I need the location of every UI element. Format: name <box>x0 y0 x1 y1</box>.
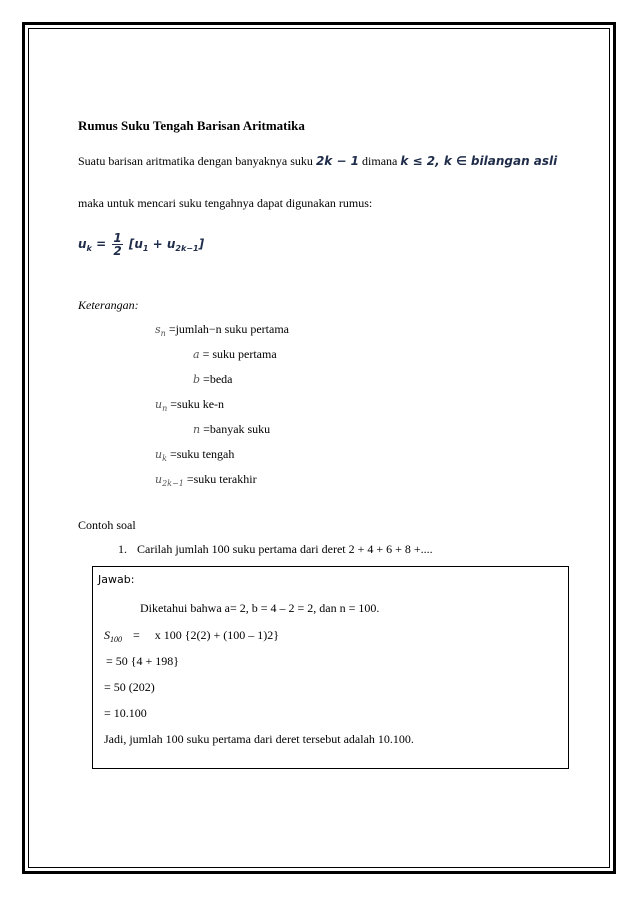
contoh-question: Carilah jumlah 100 suku pertama dari deret 2 + 4 + 6 + 8 +.... <box>137 542 433 556</box>
jawab-s-sub: 100 <box>110 635 122 644</box>
symbol-a: a <box>193 348 200 361</box>
symbol-u: u <box>155 473 163 486</box>
jawab-line-6: Jadi, jumlah 100 suku pertama dari deret tersebut adalah 10.100. <box>104 732 414 746</box>
jawab-line-2 <box>104 628 279 644</box>
formula-fraction <box>112 232 122 257</box>
keterangan-item-un <box>155 397 224 413</box>
intro-text-2: dimana <box>362 154 398 168</box>
jawab-line-1: Diketahui bahwa a= 2, b = 4 – 2 = 2, dan n = 100. <box>140 601 380 615</box>
formula-u2-sub: 2k−1 <box>175 244 199 253</box>
intro-math-condition: k ≤ 2, k ∈ bilangan asli <box>400 154 558 168</box>
jawab-s: S <box>104 628 110 642</box>
formula-equals: = <box>96 237 107 251</box>
formula-lhs: u <box>78 237 87 251</box>
symbol-u-sub: n <box>162 404 168 413</box>
keterangan-text: =suku terakhir <box>186 472 257 486</box>
formula-lhs-sub: k <box>86 244 92 253</box>
keterangan-heading: Keterangan: <box>78 298 139 312</box>
keterangan-item-b <box>193 372 232 387</box>
symbol-u: u <box>155 448 163 461</box>
intro-line-2: maka untuk mencari suku tengahnya dapat digunakan rumus: <box>78 196 373 210</box>
keterangan-text: =suku ke-n <box>170 397 225 411</box>
symbol-b: b <box>193 373 201 386</box>
keterangan-item-n <box>193 422 270 437</box>
formula-numerator: 1 <box>113 231 122 245</box>
intro-math-2k-1: 2k − 1 <box>315 154 360 168</box>
symbol-s: s <box>155 323 161 336</box>
keterangan-text: =suku tengah <box>169 447 235 461</box>
symbol-u-sub: k <box>162 454 167 463</box>
formula-plus: + u <box>148 237 176 251</box>
keterangan-text: = suku pertama <box>202 347 277 361</box>
formula-close: ] <box>198 237 205 251</box>
formula-suku-tengah <box>78 232 204 257</box>
keterangan-item-u2k-1 <box>155 472 257 488</box>
jawab-line-4: = 50 (202) <box>104 680 155 694</box>
jawab-line-2-rest: = x 100 {2(2) + (100 – 1)2} <box>133 628 280 642</box>
jawab-label: Jawab: <box>98 573 135 586</box>
symbol-n: n <box>193 423 201 436</box>
formula-u1-sub: 1 <box>142 244 149 253</box>
formula-body: [u <box>128 237 143 251</box>
keterangan-item-sn <box>155 322 289 338</box>
keterangan-text: =jumlah−n suku pertama <box>168 322 289 336</box>
intro-text-1: Suatu barisan aritmatika dengan banyaknya suku <box>78 154 313 168</box>
keterangan-item-uk <box>155 447 234 463</box>
keterangan-item-a <box>193 347 277 362</box>
contoh-heading: Contoh soal <box>78 518 136 532</box>
jawab-line-5: = 10.100 <box>104 706 147 720</box>
symbol-u: u <box>155 398 163 411</box>
document-title: Rumus Suku Tengah Barisan Aritmatika <box>78 118 305 133</box>
symbol-s-sub: n <box>160 329 166 338</box>
keterangan-text: =banyak suku <box>203 422 271 436</box>
symbol-u-sub: 2k−1 <box>162 479 184 488</box>
keterangan-text: =beda <box>203 372 233 386</box>
intro-line <box>78 154 557 169</box>
contoh-number: 1. <box>118 542 127 556</box>
formula-denominator: 2 <box>113 244 122 258</box>
jawab-line-3: = 50 {4 + 198} <box>106 654 180 668</box>
